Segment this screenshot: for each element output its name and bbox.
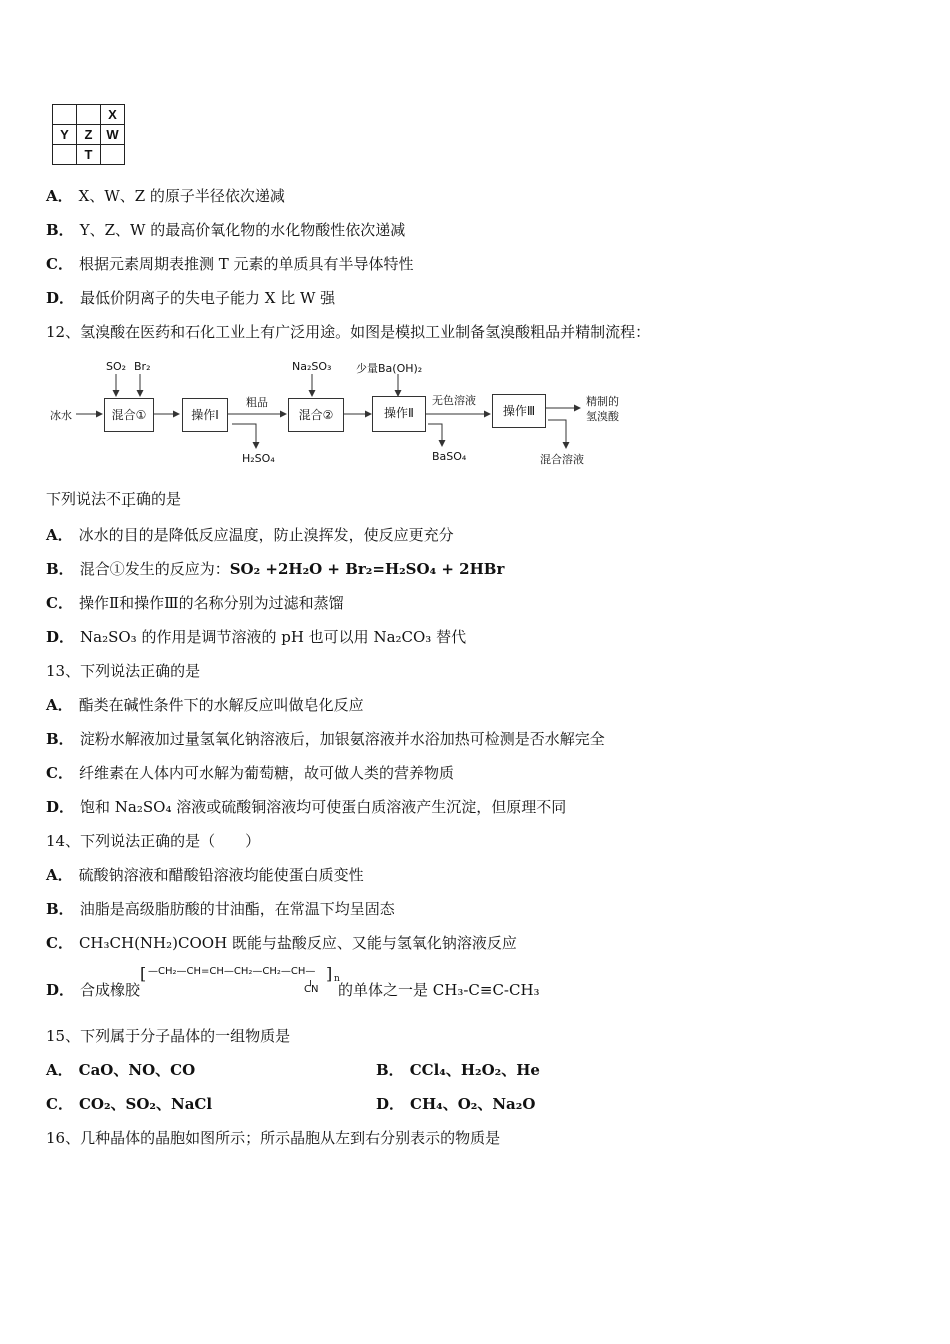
emphasis-not-correct: 不正确 (106, 490, 152, 508)
grid-cell (77, 105, 101, 125)
q11-option-c: C． 根据元素周期表推测 T 元素的单质具有半导体特性 (46, 255, 414, 273)
q14-option-d-tail: 的单体之一是 CH₃-C≡C-CH₃ (338, 981, 540, 999)
grid-cell-w: W (101, 125, 125, 145)
substituent-cn: CN (304, 984, 319, 995)
grid-cell-t: T (77, 145, 101, 165)
q14-stem: 14、下列说法正确的是（ ） (46, 832, 261, 850)
rubber-polymer-structure (140, 962, 340, 1002)
flow-op3: 操作Ⅲ (492, 394, 546, 428)
q15-stem: 15、下列属于分子晶体的一组物质是 (46, 1027, 291, 1045)
flow-refined-2: 氢溴酸 (586, 410, 619, 423)
q12-option-c: C． 操作Ⅱ和操作Ⅲ的名称分别为过滤和蒸馏 (46, 594, 344, 612)
flow-ice-water: 冰水 (50, 409, 72, 422)
flow-colorless: 无色溶液 (432, 394, 476, 407)
flow-mixed-solution: 混合溶液 (540, 453, 584, 466)
grid-cell-z: Z (77, 125, 101, 145)
grid-cell (53, 145, 77, 165)
flow-op1: 操作Ⅰ (182, 398, 228, 432)
q11-option-a: A． X、W、Z 的原子半径依次递减 (46, 187, 285, 205)
q14-option-d: D． 合成橡胶 (46, 981, 141, 999)
q12-stem: 12、氢溴酸在医药和石化工业上有广泛用途。如图是模拟工业制备氢溴酸粗品并精制流程： (46, 323, 651, 341)
q11-option-b: B． Y、Z、W 的最高价氧化物的水化物酸性依次递减 (46, 221, 406, 239)
q15-option-c: C． CO₂、SO₂、NaCl (46, 1095, 213, 1113)
q16-stem: 16、几种晶体的晶胞如图所示；所示晶胞从左到右分别表示的物质是 (46, 1129, 501, 1147)
flow-mix2: 混合② (288, 398, 344, 432)
q13-option-b: B． 淀粉水解液加过量氢氧化钠溶液后，加银氨溶液并水浴加热可检测是否水解完全 (46, 730, 605, 748)
polymer-n: n (334, 974, 340, 984)
process-flow-diagram (46, 356, 646, 474)
grid-cell (53, 105, 77, 125)
q14-option-c: C． CH₃CH(NH₂)COOH 既能与盐酸反应、又能与氢氧化钠溶液反应 (46, 934, 517, 952)
q13-option-a: A． 酯类在碱性条件下的水解反应叫做皂化反应 (46, 696, 364, 714)
flow-na2so3: Na₂SO₃ (292, 360, 332, 373)
grid-cell (101, 145, 125, 165)
q12-option-d: D． Na₂SO₃ 的作用是调节溶液的 pH 也可以用 Na₂CO₃ 替代 (46, 628, 467, 646)
flow-op2: 操作Ⅱ (372, 396, 426, 432)
flow-baoh2: 少量Ba(OH)₂ (356, 362, 423, 375)
flow-baso4: BaSO₄ (432, 450, 467, 463)
flow-so2: SO₂ (106, 360, 127, 373)
q15-option-a: A． CaO、NO、CO (46, 1061, 196, 1079)
flow-refined-1: 精制的 (586, 395, 619, 408)
grid-cell-y: Y (53, 125, 77, 145)
flow-crude: 粗品 (246, 396, 268, 409)
flow-mix1: 混合① (104, 398, 154, 432)
bracket-left: [ (140, 964, 147, 983)
periodic-table-fragment (52, 104, 125, 165)
q15-option-d: D． CH₄、O₂、Na₂O (376, 1095, 536, 1113)
q15-option-b: B． CCl₄、H₂O₂、He (376, 1061, 540, 1079)
flow-h2so4: H₂SO₄ (242, 452, 275, 465)
q14-option-b: B． 油脂是高级脂肪酸的甘油酯，在常温下均呈固态 (46, 900, 395, 918)
q12-ask: 下列说法不正确的是 (46, 490, 182, 508)
q12-option-b: B． 混合①发生的反应为：SO₂ +2H₂O + Br₂=H₂SO₄ + 2HBr (46, 560, 505, 578)
q12-option-a: A． 冰水的目的是降低反应温度，防止溴挥发，使反应更充分 (46, 526, 454, 544)
polymer-chain: —CH₂—CH=CH—CH₂—CH₂—CH— (148, 966, 316, 977)
grid-cell-x: X (101, 105, 125, 125)
q13-option-c: C． 纤维素在人体内可水解为葡萄糖，故可做人类的营养物质 (46, 764, 454, 782)
q13-option-d: D． 饱和 Na₂SO₄ 溶液或硫酸铜溶液均可使蛋白质溶液产生沉淀，但原理不同 (46, 798, 567, 816)
q14-option-a: A． 硫酸钠溶液和醋酸铅溶液均能使蛋白质变性 (46, 866, 364, 884)
q13-stem: 13、下列说法正确的是 (46, 662, 201, 680)
q11-option-d: D． 最低价阴离子的失电子能力 X 比 W 强 (46, 289, 336, 307)
bracket-right: ] (326, 964, 333, 983)
flow-br2: Br₂ (134, 360, 151, 373)
